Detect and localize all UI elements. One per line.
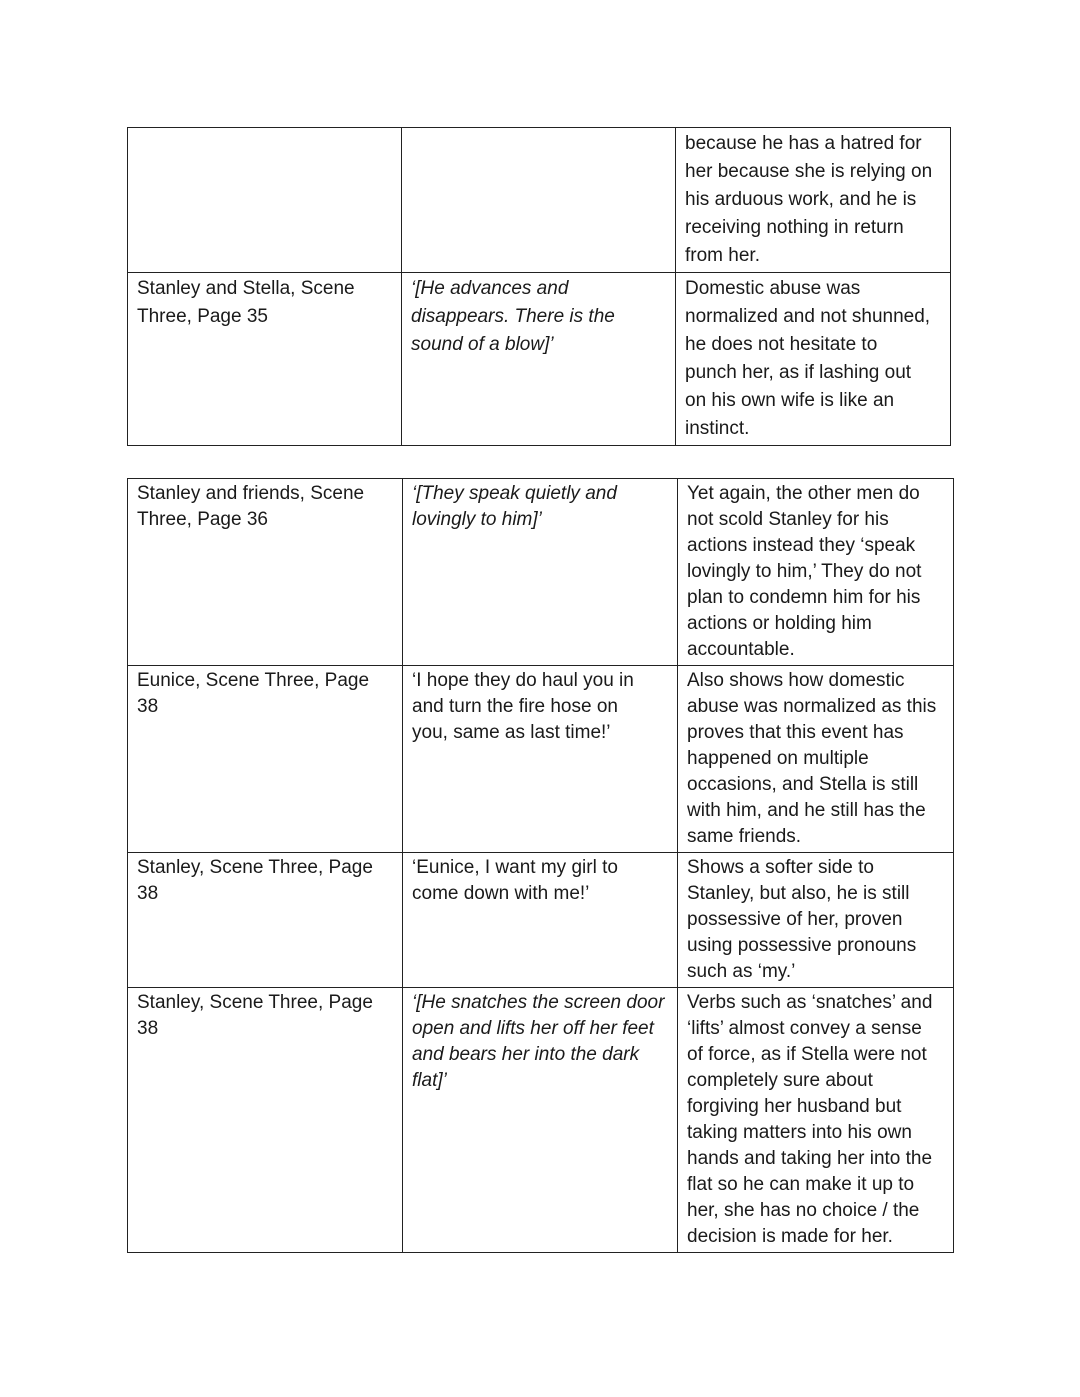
quote-cell: ‘I hope they do haul you in and turn the fire hose on you, same as last time!’ xyxy=(403,666,678,853)
speaker-cell: Eunice, Scene Three, Page 38 xyxy=(128,666,403,853)
quote-cell: ‘Eunice, I want my girl to come down with me!’ xyxy=(403,853,678,988)
table-row xyxy=(128,273,951,446)
analysis-cell: Verbs such as ‘snatches’ and ‘lifts’ almost convey a sense of force, as if Stella were not completely sure about forgiving her husband but taking matters into his own hands and taking her into the flat so he can make it up to her, she has no choice / the decision is made for her. xyxy=(678,988,954,1253)
quote-analysis-table-1 xyxy=(127,127,951,446)
speaker-cell: Stanley, Scene Three, Page 38 xyxy=(128,988,403,1253)
speaker-cell xyxy=(128,128,402,273)
speaker-cell: Stanley, Scene Three, Page 38 xyxy=(128,853,403,988)
table-row xyxy=(128,479,954,666)
quote-cell: ‘[He advances and disappears. There is the sound of a blow]’ xyxy=(402,273,676,446)
quote-analysis-table-2 xyxy=(127,478,954,1253)
analysis-cell: because he has a hatred for her because she is relying on his arduous work, and he is receiving nothing in return from her. xyxy=(676,128,951,273)
analysis-cell: Also shows how domestic abuse was normalized as this proves that this event has happened on multiple occasions, and Stella is still with him, and he still has the same friends. xyxy=(678,666,954,853)
table-row xyxy=(128,128,951,273)
table-row xyxy=(128,988,954,1253)
speaker-cell: Stanley and friends, Scene Three, Page 36 xyxy=(128,479,403,666)
quote-cell: ‘[He snatches the screen door open and lifts her off her feet and bears her into the dark flat]’ xyxy=(403,988,678,1253)
table-row xyxy=(128,666,954,853)
analysis-cell: Yet again, the other men do not scold Stanley for his actions instead they ‘speak lovingly to him,’ They do not plan to condemn him for his actions or holding him accountable. xyxy=(678,479,954,666)
speaker-cell: Stanley and Stella, Scene Three, Page 35 xyxy=(128,273,402,446)
table-row xyxy=(128,853,954,988)
analysis-cell: Domestic abuse was normalized and not shunned, he does not hesitate to punch her, as if lashing out on his own wife is like an instinct. xyxy=(676,273,951,446)
quote-cell xyxy=(402,128,676,273)
analysis-cell: Shows a softer side to Stanley, but also, he is still possessive of her, proven using possessive pronouns such as ‘my.’ xyxy=(678,853,954,988)
quote-cell: ‘[They speak quietly and lovingly to him]’ xyxy=(403,479,678,666)
